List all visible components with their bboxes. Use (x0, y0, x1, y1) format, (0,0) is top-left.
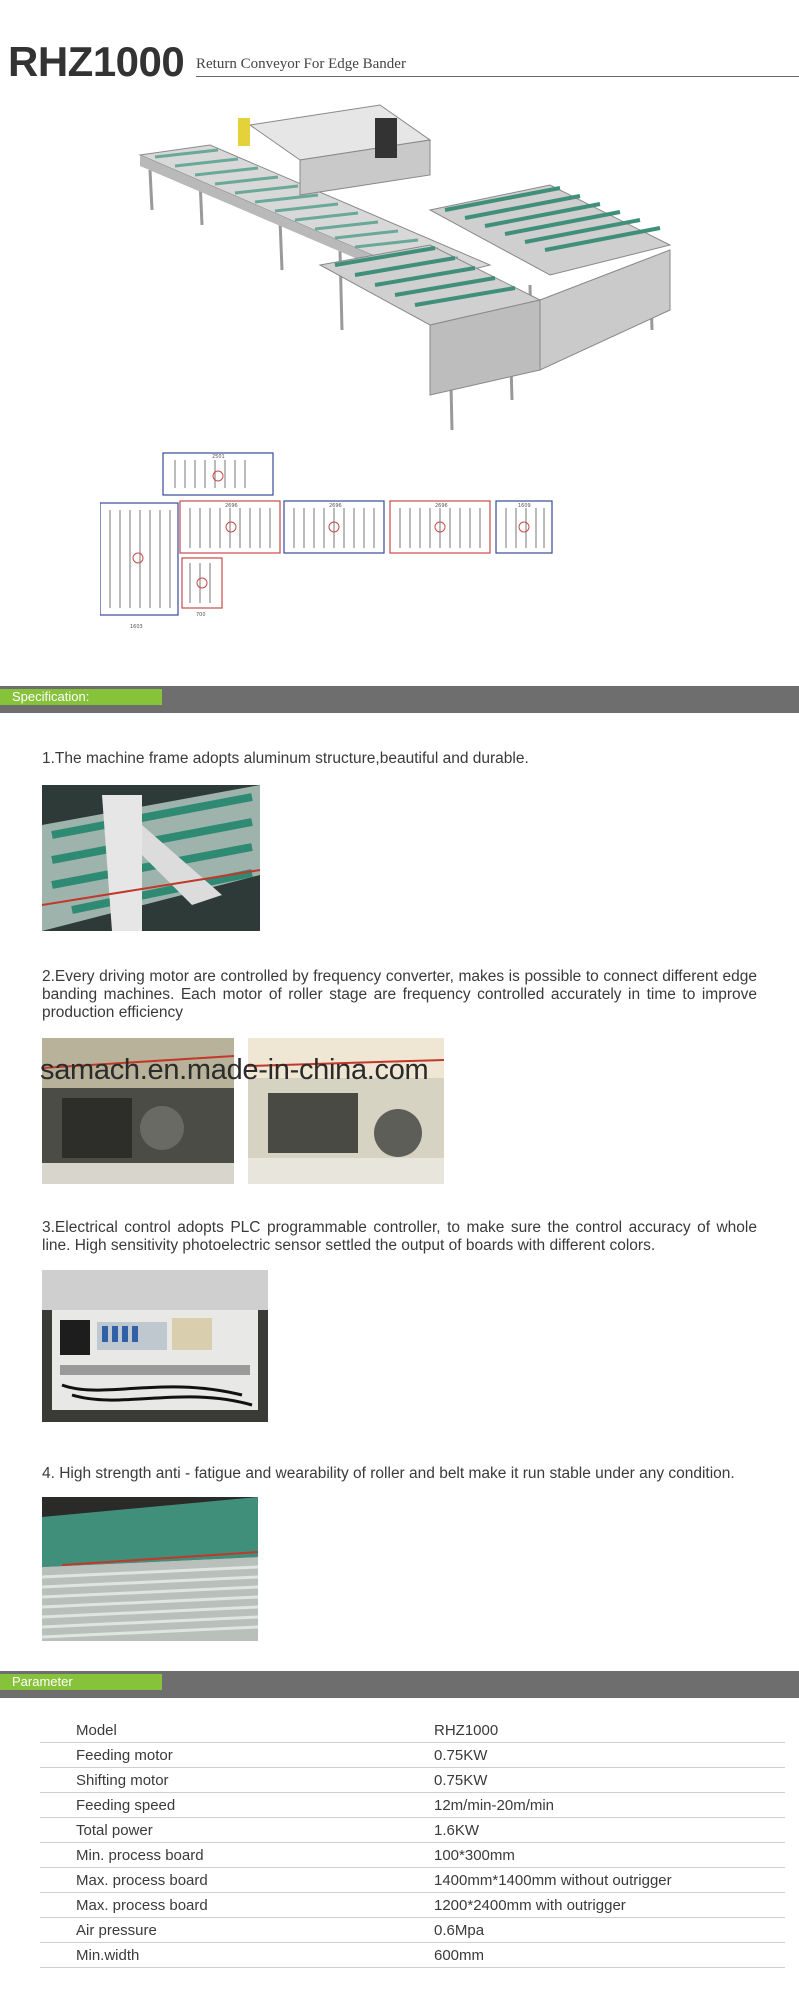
conveyor-machine-image (130, 100, 690, 440)
title-divider (196, 76, 799, 77)
dimension-label: 1609 (518, 503, 531, 509)
parameter-table (40, 1718, 785, 1968)
table-row (40, 1743, 785, 1768)
table-row (40, 1818, 785, 1843)
param-name: Model (76, 1722, 117, 1739)
feature-1-text: 1.The machine frame adopts aluminum structure,beautiful and durable. (42, 750, 529, 767)
param-value: 0.75KW (434, 1772, 488, 1789)
param-name: Feeding motor (76, 1747, 173, 1764)
param-name: Total power (76, 1822, 153, 1839)
page-header (0, 0, 799, 90)
param-value: 0.75KW (434, 1747, 488, 1764)
feature-4-text: 4. High strength anti - fatigue and wearability of roller and belt make it run stable under any condition. (42, 1465, 735, 1482)
dimension-label: 2696 (435, 503, 448, 509)
table-row (40, 1868, 785, 1893)
param-name: Max. process board (76, 1872, 208, 1889)
layout-drawing (100, 448, 720, 663)
param-value: 12m/min-20m/min (434, 1797, 555, 1814)
dimension-label: 700 (196, 612, 206, 618)
aluminum-frame-photo (42, 785, 260, 931)
param-name: Max. process board (76, 1897, 208, 1914)
plc-control-cabinet-photo (42, 1270, 268, 1422)
param-value: 1400mm*1400mm without outrigger (434, 1872, 672, 1889)
dimension-label: 2501 (212, 454, 225, 460)
table-row (40, 1893, 785, 1918)
param-name: Shifting motor (76, 1772, 169, 1789)
parameter-label: Parameter (0, 1674, 162, 1690)
param-value: 0.6Mpa (434, 1922, 485, 1939)
specification-label: Specification: (0, 689, 162, 705)
param-name: Feeding speed (76, 1797, 176, 1814)
table-row (40, 1793, 785, 1818)
param-value: 1200*2400mm with outrigger (434, 1897, 626, 1914)
table-row (40, 1718, 785, 1743)
parameter-section-bar (0, 1671, 799, 1698)
param-value: RHZ1000 (434, 1722, 499, 1739)
dimension-label: 1603 (130, 624, 143, 630)
specification-section-bar (0, 686, 799, 713)
param-value: 600mm (434, 1947, 485, 1964)
table-row (40, 1768, 785, 1793)
table-row (40, 1943, 785, 1968)
feature-3-text: 3.Electrical control adopts PLC programmable controller, to make sure the control accuracy of whole line. High sensitivity photoelectric sensor settled the output of boards with different colors. (42, 1219, 757, 1254)
param-name: Min.width (76, 1947, 140, 1964)
dimension-label: 2696 (225, 503, 238, 509)
param-value: 1.6KW (434, 1822, 480, 1839)
feature-2-text: 2.Every driving motor are controlled by frequency converter, makes is possible to connect different edge banding machines. Each motor of roller stage are frequency controlled accurately in time to improve production efficiency (42, 968, 757, 1021)
product-subtitle: Return Conveyor For Edge Bander (196, 56, 406, 72)
param-name: Min. process board (76, 1847, 204, 1864)
dimension-label: 2696 (329, 503, 342, 509)
table-row (40, 1918, 785, 1943)
param-value: 100*300mm (434, 1847, 515, 1864)
roller-belt-photo (42, 1497, 258, 1641)
product-title: RHZ1000 (8, 38, 185, 85)
param-name: Air pressure (76, 1922, 157, 1939)
table-row (40, 1843, 785, 1868)
watermark-text: samach.en.made-in-china.com (40, 1054, 429, 1086)
